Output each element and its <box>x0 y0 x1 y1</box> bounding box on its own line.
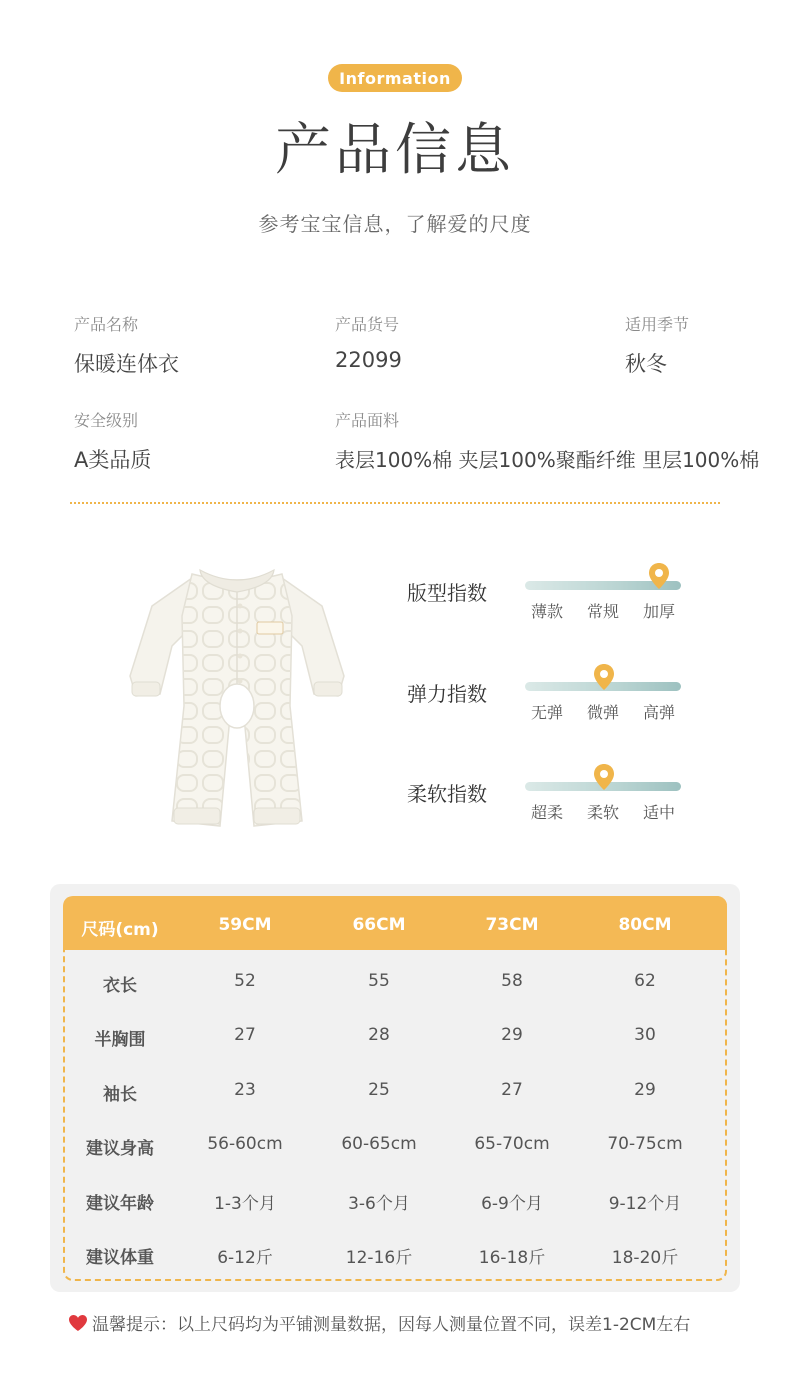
product-sku-label: 产品货号 <box>335 315 400 334</box>
safety-label: 安全级别 <box>74 411 139 430</box>
romper-image <box>122 556 352 836</box>
table-cell: 70-75cm <box>607 1134 683 1154</box>
product-sku-value: 22099 <box>335 348 402 372</box>
table-cell: 56-60cm <box>207 1134 283 1154</box>
index-tick: 微弹 <box>586 703 619 722</box>
location-pin-icon <box>648 562 670 590</box>
table-cell: 55 <box>368 971 390 991</box>
dotted-divider <box>70 502 720 504</box>
location-pin-icon <box>593 663 615 691</box>
row-label: 建议体重 <box>86 1248 154 1268</box>
index-tick: 柔软 <box>586 803 619 822</box>
table-cell: 65-70cm <box>474 1134 550 1154</box>
row-label: 袖长 <box>103 1085 137 1105</box>
row-label: 半胸围 <box>94 1030 146 1050</box>
index-label: 弹力指数 <box>407 682 487 706</box>
row-label: 建议身高 <box>86 1139 154 1159</box>
index-tick: 高弹 <box>642 703 675 722</box>
header-cell: 73CM <box>485 915 539 935</box>
fabric-value: 表层100%棉 夹层100%聚酯纤维 里层100%棉 <box>335 448 760 472</box>
table-cell: 28 <box>368 1025 390 1045</box>
table-cell: 1-3个月 <box>214 1194 276 1214</box>
product-name-label: 产品名称 <box>74 315 139 334</box>
table-cell: 3-6个月 <box>348 1194 410 1214</box>
table-cell: 16-18斤 <box>478 1248 546 1268</box>
table-cell: 29 <box>634 1080 656 1100</box>
index-tick: 薄款 <box>530 602 563 621</box>
table-cell: 27 <box>234 1025 256 1045</box>
table-cell: 62 <box>634 971 656 991</box>
header-cell: 59CM <box>218 915 272 935</box>
index-tick: 无弹 <box>530 703 563 722</box>
header-cell: 尺码(cm) <box>81 920 159 940</box>
table-cell: 52 <box>234 971 256 991</box>
table-cell: 23 <box>234 1080 256 1100</box>
table-cell: 27 <box>501 1080 523 1100</box>
header-cell: 80CM <box>618 915 672 935</box>
index-tick: 超柔 <box>530 803 563 822</box>
table-cell: 25 <box>368 1080 390 1100</box>
page-subtitle: 参考宝宝信息，了解爱的尺度 <box>258 212 532 236</box>
index-tick: 适中 <box>642 803 675 822</box>
index-label: 版型指数 <box>407 581 487 605</box>
index-tick: 加厚 <box>642 602 675 621</box>
location-pin-icon <box>593 763 615 791</box>
index-label: 柔软指数 <box>407 782 487 806</box>
table-cell: 58 <box>501 971 523 991</box>
table-cell: 60-65cm <box>341 1134 417 1154</box>
safety-value: A类品质 <box>74 448 152 472</box>
fabric-label: 产品面料 <box>335 411 400 430</box>
header-cell: 66CM <box>352 915 406 935</box>
table-cell: 29 <box>501 1025 523 1045</box>
page-title: 产品信息 <box>275 118 515 183</box>
product-name-value: 保暖连体衣 <box>74 352 179 376</box>
row-label: 衣长 <box>103 976 137 996</box>
table-cell: 6-12斤 <box>217 1248 273 1268</box>
heart-icon <box>68 1314 88 1332</box>
season-value: 秋冬 <box>625 352 667 376</box>
table-cell: 18-20斤 <box>611 1248 679 1268</box>
measurement-tip <box>68 1310 690 1335</box>
table-cell: 30 <box>634 1025 656 1045</box>
tip-text: 温馨提示：以上尺码均为平铺测量数据，因每人测量位置不同，误差1-2CM左右 <box>92 1315 691 1335</box>
row-label: 建议年龄 <box>86 1194 154 1214</box>
table-cell: 9-12个月 <box>608 1194 682 1214</box>
info-badge: Information <box>328 64 462 92</box>
table-cell: 12-16斤 <box>345 1248 413 1268</box>
table-cell: 6-9个月 <box>481 1194 543 1214</box>
index-tick: 常规 <box>586 602 619 621</box>
season-label: 适用季节 <box>625 315 690 334</box>
